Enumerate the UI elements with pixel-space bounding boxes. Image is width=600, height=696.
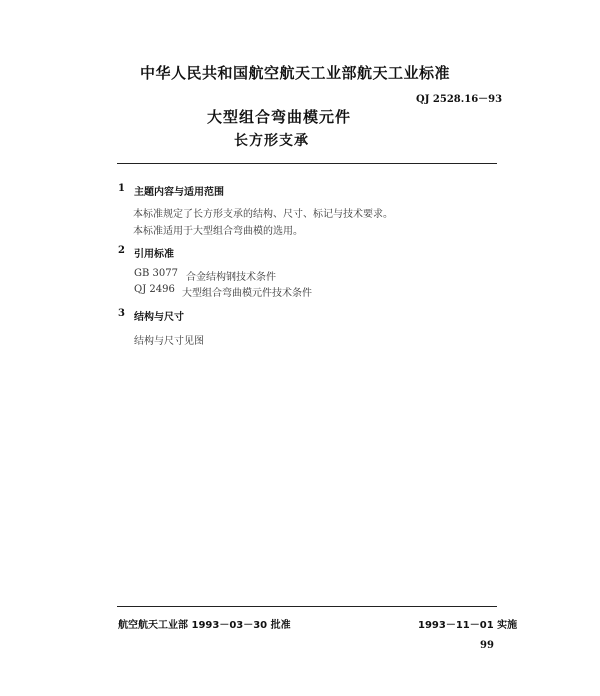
- section-2-title: 引用标准: [134, 249, 174, 260]
- section-3-paragraph-1: 结构与尺寸见图: [134, 336, 204, 347]
- footer-divider: [117, 606, 497, 607]
- document-subtitle: 长方形支承: [234, 133, 309, 149]
- approval-line: 航空航天工业部 1993－03－30 批准: [118, 620, 291, 631]
- section-1-paragraph-1: 本标准规定了长方形支承的结构、尺寸、标记与技术要求。: [133, 209, 393, 220]
- section-3-title: 结构与尺寸: [134, 312, 184, 323]
- document-title: 大型组合弯曲模元件: [207, 108, 352, 126]
- standard-number: QJ 2528.16－93: [416, 94, 503, 105]
- section-3-number: 3: [118, 308, 125, 319]
- page-number: 99: [480, 640, 494, 651]
- section-1-title: 主题内容与适用范围: [134, 187, 224, 198]
- reference-1-code: GB 3077: [134, 268, 178, 279]
- reference-2-name: 大型组合弯曲模元件技术条件: [182, 288, 312, 299]
- implementation-date: 1993－11－01 实施: [418, 620, 518, 631]
- reference-2-code: QJ 2496: [134, 284, 175, 295]
- section-1-number: 1: [118, 183, 125, 194]
- section-2-number: 2: [118, 245, 125, 256]
- section-1-paragraph-2: 本标准适用于大型组合弯曲模的选用。: [133, 226, 303, 237]
- issuing-authority-header: 中华人民共和国航空航天工业部航天工业标准: [140, 64, 451, 82]
- header-divider: [117, 163, 497, 164]
- reference-1-name: 合金结构钢技术条件: [186, 272, 276, 283]
